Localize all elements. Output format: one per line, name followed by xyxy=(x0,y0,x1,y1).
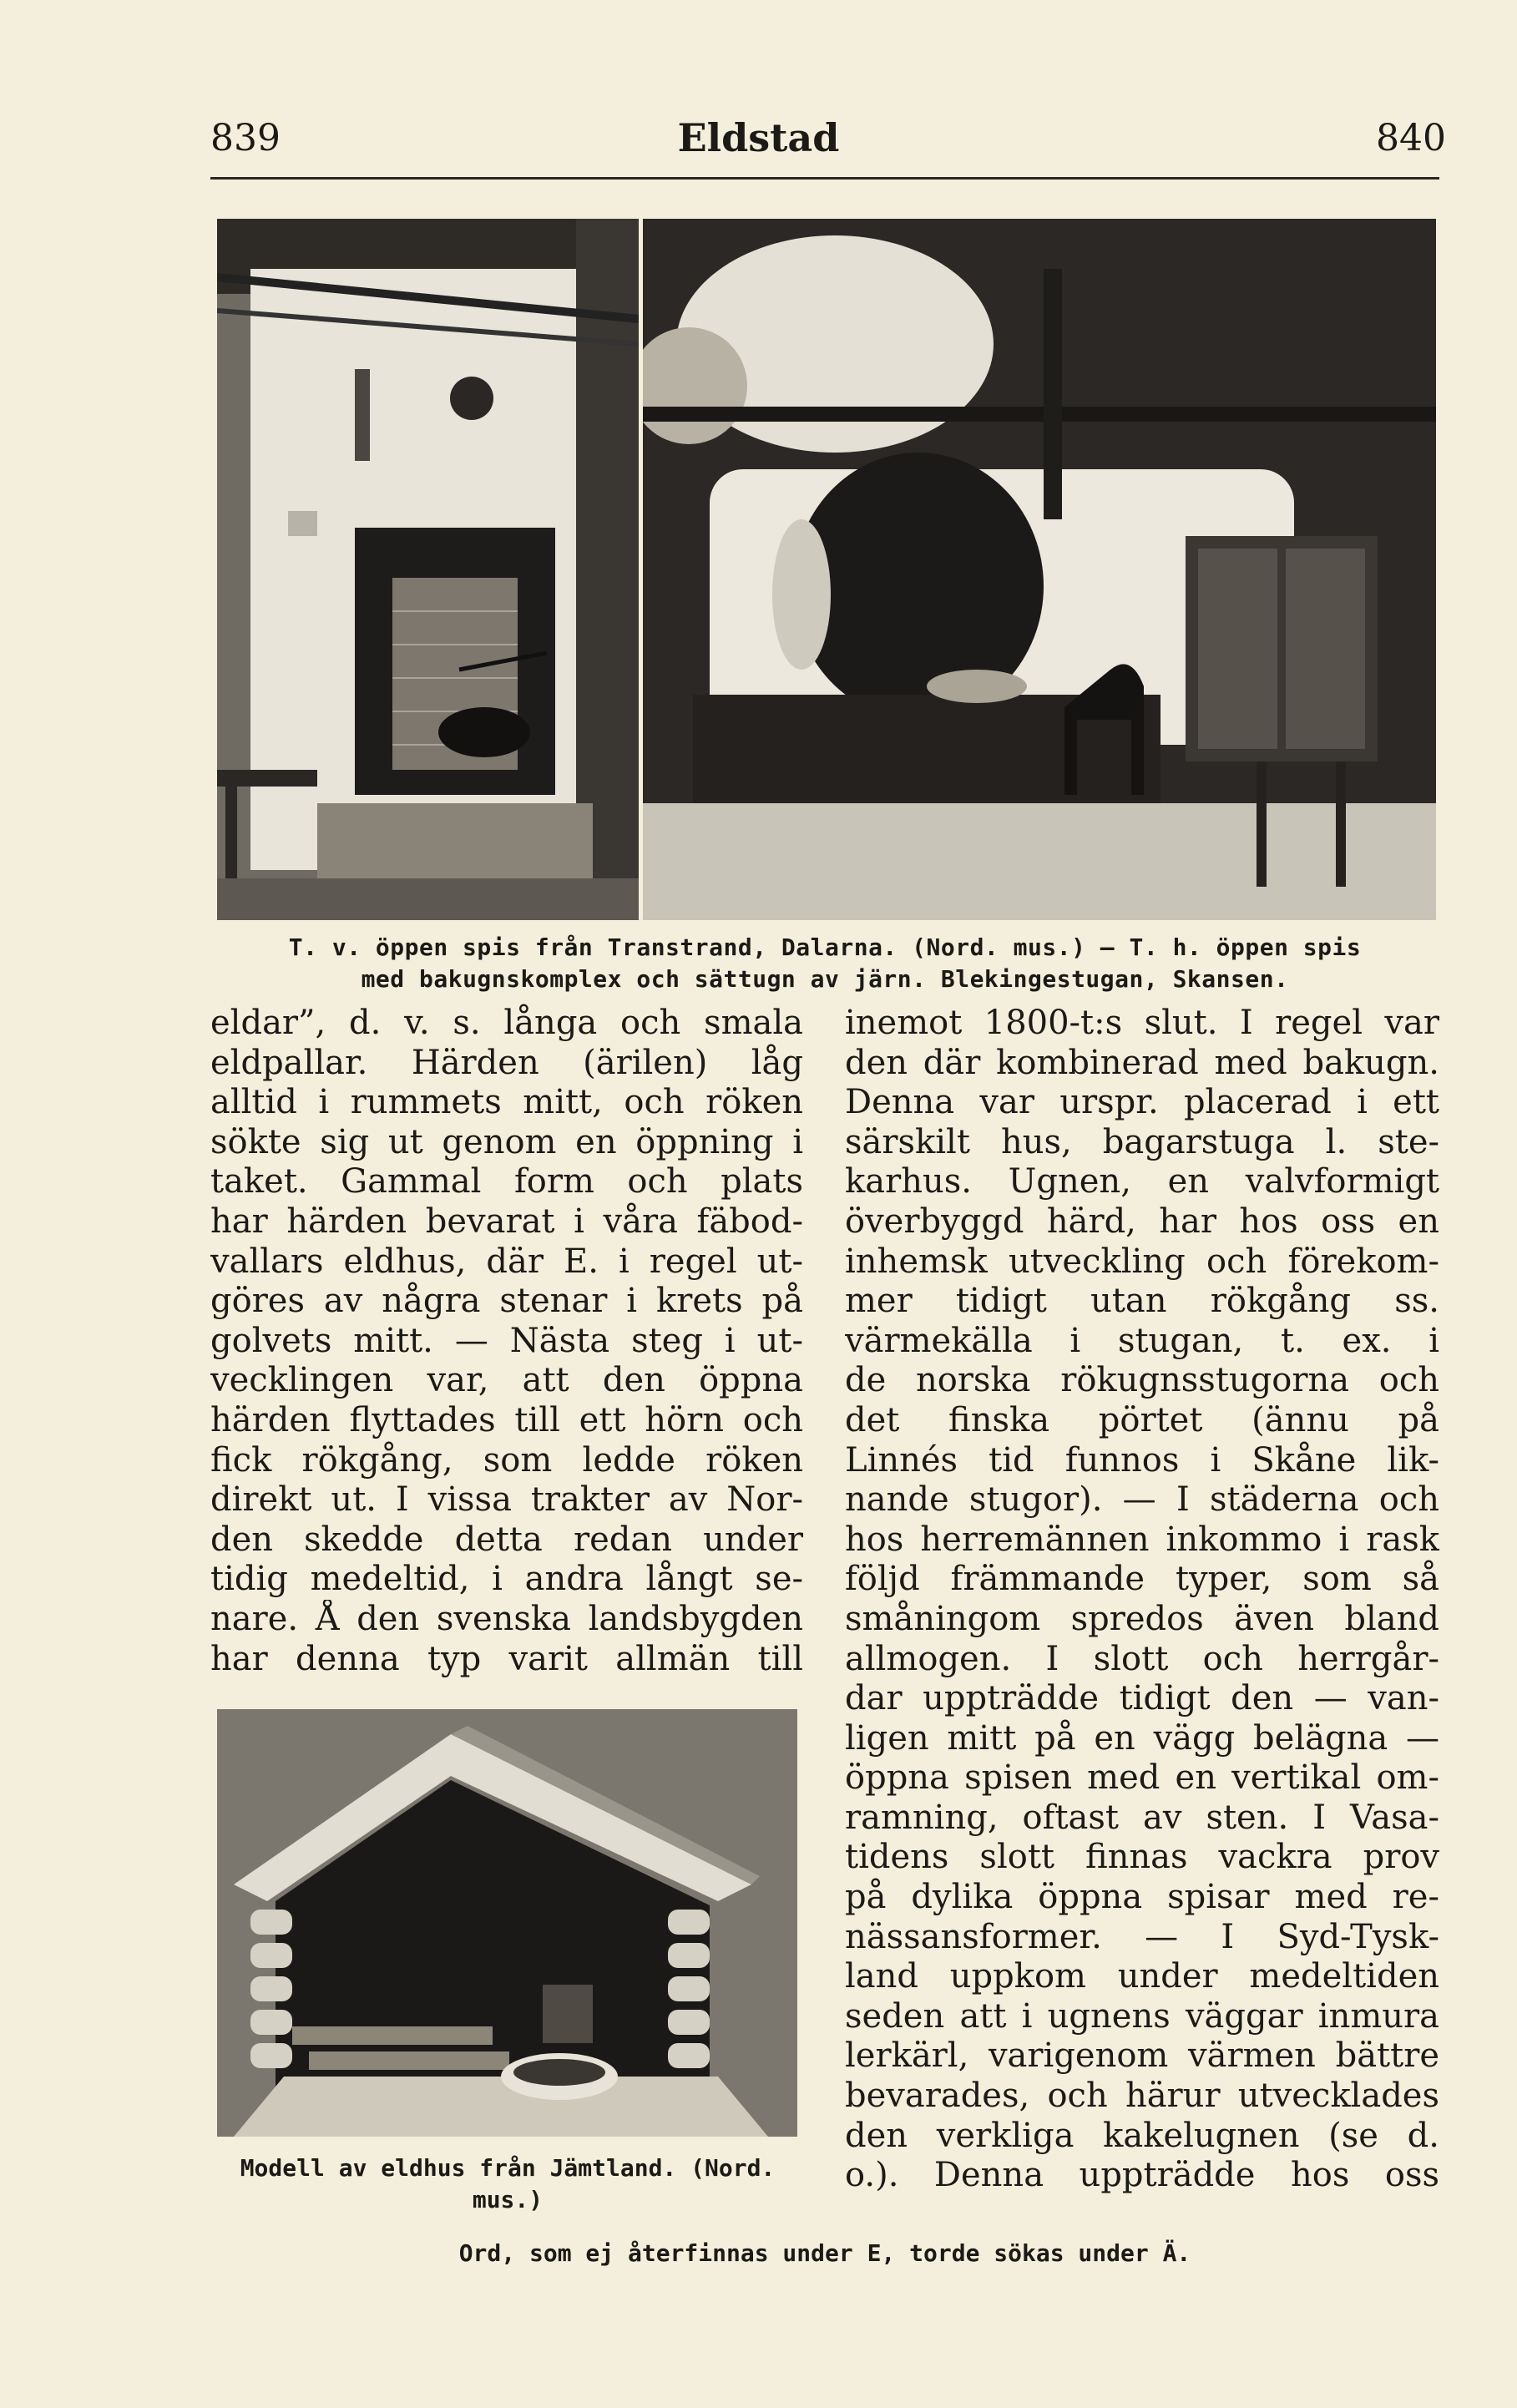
right-line: inhemsk utveckling och förekom- xyxy=(845,1242,1439,1281)
right-line: den verkliga kakelugnen (se d. xyxy=(845,2116,1439,2155)
right-line: de norska rökugnsstugorna och xyxy=(845,1361,1439,1400)
photo-eldhus-model-image xyxy=(217,1709,797,2137)
caption-top-line-1: T. v. öppen spis från Transtrand, Dalarna. (Nord. mus.) — T. h. öppen spis xyxy=(288,933,1362,961)
right-line: o.). Denna uppträdde hos oss xyxy=(845,2156,1439,2195)
caption-bottom-line-2: mus.) xyxy=(472,2186,544,2213)
right-line: hos herremännen inkommo i rask xyxy=(845,1520,1439,1559)
right-line: bevarades, och härur utvecklades xyxy=(845,2077,1439,2116)
page-number-right: 840 xyxy=(1376,117,1446,159)
right-line: särskilt hus, bagarstuga l. ste- xyxy=(845,1122,1439,1161)
right-line: tidens slott finnas vackra prov xyxy=(845,1838,1439,1877)
footnote: Ord, som ej återfinnas under E, torde sökas under Ä. xyxy=(458,2239,1191,2267)
left-line: eldar”, d. v. s. långa och smala xyxy=(210,1004,803,1042)
left-line: direkt ut. I vissa trakter av Nor- xyxy=(210,1480,803,1520)
right-line: karhus. Ugnen, en valvformigt xyxy=(845,1162,1439,1201)
text-column-right xyxy=(845,1004,1439,2196)
right-line: dar uppträdde tidigt den — van- xyxy=(845,1679,1439,1718)
left-line: tidig medeltid, i andra långt se- xyxy=(210,1560,803,1599)
caption-top-figures xyxy=(210,932,1439,995)
right-line: småningom spredos även bland xyxy=(845,1599,1439,1638)
right-line: inemot 1800-t:s slut. I regel var xyxy=(845,1004,1439,1042)
left-line: fick rökgång, som ledde röken xyxy=(210,1440,803,1480)
page-title: Eldstad xyxy=(677,115,840,160)
right-line: det finska pörtet (ännu på xyxy=(845,1400,1439,1439)
right-line: land uppkom under medeltiden xyxy=(845,1957,1439,1996)
right-line: överbyggd härd, har hos oss en xyxy=(845,1201,1439,1241)
page-number-left: 839 xyxy=(210,117,281,159)
right-line: nande stugor). — I städerna och xyxy=(845,1480,1439,1520)
caption-top-line-2: med bakugnskomplex och sättugn av järn. Blekingestugan, Skansen. xyxy=(361,965,1289,993)
right-line: mer tidigt utan rökgång ss. xyxy=(845,1282,1439,1321)
left-line: golvets mitt. — Nästa steg i ut- xyxy=(210,1321,803,1360)
left-line: vecklingen var, att den öppna xyxy=(210,1361,803,1400)
right-line: seden att i ugnens väggar inmura xyxy=(845,1996,1439,2036)
right-line: Denna var urspr. placerad i ett xyxy=(845,1083,1439,1122)
left-line: har denna typ varit allmän till xyxy=(210,1639,803,1678)
left-line: har härden bevarat i våra fäbod- xyxy=(210,1201,803,1241)
photo-fireplace-blekingestugan-image xyxy=(643,219,1436,920)
photo-eldhus-model xyxy=(217,1709,797,2137)
photo-fireplace-transtrand xyxy=(217,219,639,920)
right-line: följd främmande typer, som så xyxy=(845,1560,1439,1599)
right-line: ligen mitt på en vägg belägna — xyxy=(845,1718,1439,1758)
right-line: lerkärl, varigenom värmen bättre xyxy=(845,2036,1439,2076)
left-line: nare. Å den svenska landsbygden xyxy=(210,1599,803,1638)
caption-bottom-figure xyxy=(210,2153,805,2216)
right-line: nässansformer. — I Syd-Tysk- xyxy=(845,1917,1439,1956)
right-line: allmogen. I slott och herrgår- xyxy=(845,1639,1439,1678)
left-line: sökte sig ut genom en öppning i xyxy=(210,1122,803,1161)
left-line: härden flyttades till ett hörn och xyxy=(210,1400,803,1439)
photo-fireplace-blekingestugan xyxy=(643,219,1436,920)
right-line: på dylika öppna spisar med re- xyxy=(845,1878,1439,1917)
left-line: vallars eldhus, där E. i regel ut- xyxy=(210,1242,803,1281)
left-line: eldpallar. Härden (ärilen) låg xyxy=(210,1043,803,1082)
right-line: värmekälla i stugan, t. ex. i xyxy=(845,1321,1439,1360)
left-line: taket. Gammal form och plats xyxy=(210,1162,803,1201)
right-line: ramning, oftast av sten. I Vasa- xyxy=(845,1798,1439,1837)
left-line: den skedde detta redan under xyxy=(210,1520,803,1559)
text-column-left xyxy=(210,1004,803,1679)
left-line: göres av några stenar i krets på xyxy=(210,1282,803,1321)
right-line: den där kombinerad med bakugn. xyxy=(845,1043,1439,1082)
photo-fireplace-transtrand-image xyxy=(217,219,639,920)
right-line: öppna spisen med en vertikal om- xyxy=(845,1758,1439,1798)
left-line: alltid i rummets mitt, och röken xyxy=(210,1083,803,1122)
header-rule xyxy=(210,177,1439,180)
caption-bottom-line-1: Modell av eldhus från Jämtland. (Nord. xyxy=(240,2154,776,2182)
right-line: Linnés tid funnos i Skåne lik- xyxy=(845,1440,1439,1480)
